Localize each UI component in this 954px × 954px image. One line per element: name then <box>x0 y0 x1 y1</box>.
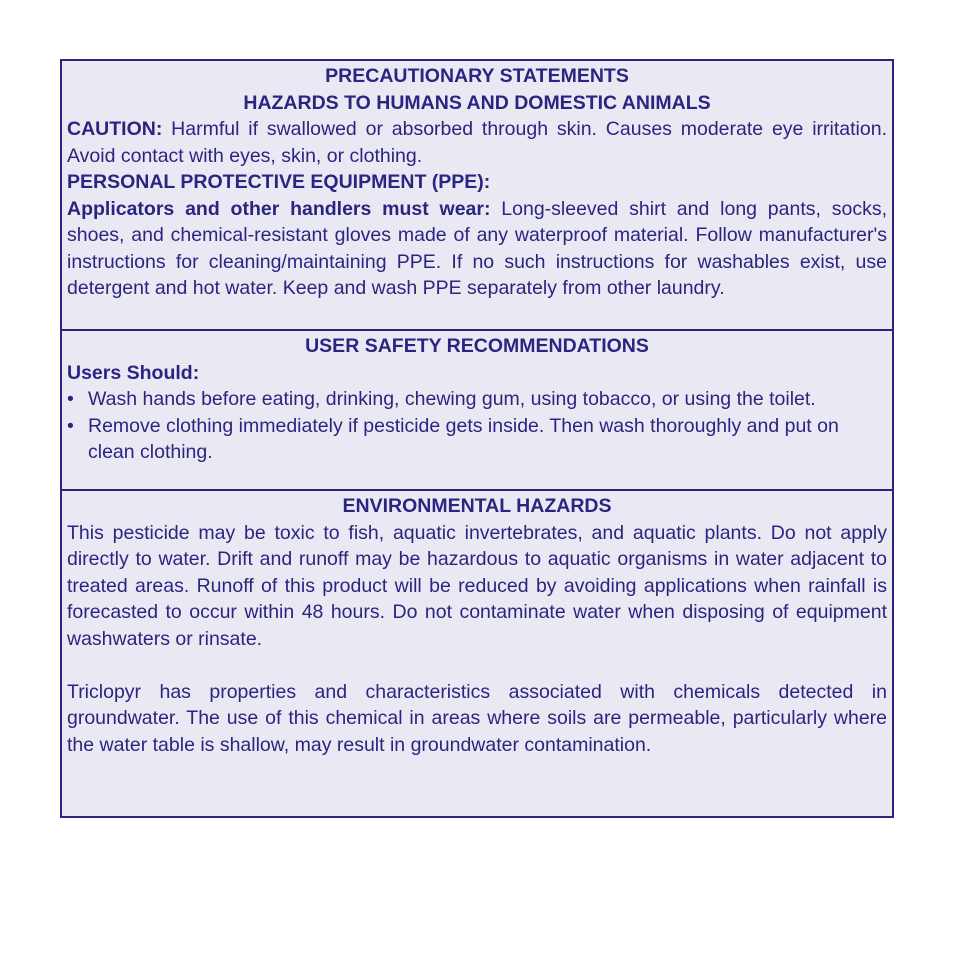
list-item <box>67 386 887 413</box>
users-should-label: Users Should: <box>67 361 200 384</box>
user-safety-heading: USER SAFETY RECOMMENDATIONS <box>305 335 649 357</box>
ppe-label: Applicators and other handlers must wear: <box>67 197 491 220</box>
paragraph-spacer <box>67 652 887 679</box>
hazards-subheading: HAZARDS TO HUMANS AND DOMESTIC ANIMALS <box>243 91 711 114</box>
environmental-paragraph-2: Triclopyr has properties and characteristics associated with chemicals detected in groundwater. The use of this chemical in areas where soils are permeable, particularly where the water table is shallow, may result in groundwater contamination. <box>67 680 887 756</box>
precautionary-section <box>62 61 892 329</box>
list-item-text: Wash hands before eating, drinking, chewing gum, using tobacco, or using the toilet. <box>88 388 816 410</box>
precautionary-heading: PRECAUTIONARY STATEMENTS <box>325 65 629 87</box>
user-safety-section <box>62 329 892 489</box>
precautionary-label-box <box>60 59 894 818</box>
bullet-icon: • <box>67 414 74 437</box>
ppe-heading: PERSONAL PROTECTIVE EQUIPMENT (PPE): <box>67 171 491 193</box>
caution-statement <box>67 116 887 169</box>
environmental-section <box>62 489 892 816</box>
list-item <box>67 413 887 466</box>
ppe-text: Long-sleeved shirt and long pants, socks, shoes, and chemical-resistant gloves made of any waterproof material. Follow manufacturer's instructions for cleaning/maintaining PPE. If no such instructions for washables exist, use detergent and hot water. Keep and wash PPE separately from other laundry. <box>67 197 887 299</box>
caution-label: CAUTION: <box>67 118 163 140</box>
user-safety-list <box>67 386 887 466</box>
list-item-text: Remove clothing immediately if pesticide gets inside. Then wash thoroughly and put on clean clothing. <box>88 414 839 463</box>
environmental-paragraph-1: This pesticide may be toxic to fish, aquatic invertebrates, and aquatic plants. Do not apply directly to water. Drift and runoff may be hazardous to aquatic organisms in water adjacent to treated areas. Runoff of this product will be reduced by avoiding applications when rainfall is forecasted to occur within 48 hours. Do not contaminate water when disposing of equipment washwaters or rinsate. <box>67 521 887 650</box>
bullet-icon: • <box>67 388 74 410</box>
caution-text: Harmful if swallowed or absorbed through skin. Causes moderate eye irritation. Avoid contact with eyes, skin, or clothing. <box>67 118 887 167</box>
ppe-statement <box>67 196 887 302</box>
environmental-heading: ENVIRONMENTAL HAZARDS <box>342 495 612 517</box>
